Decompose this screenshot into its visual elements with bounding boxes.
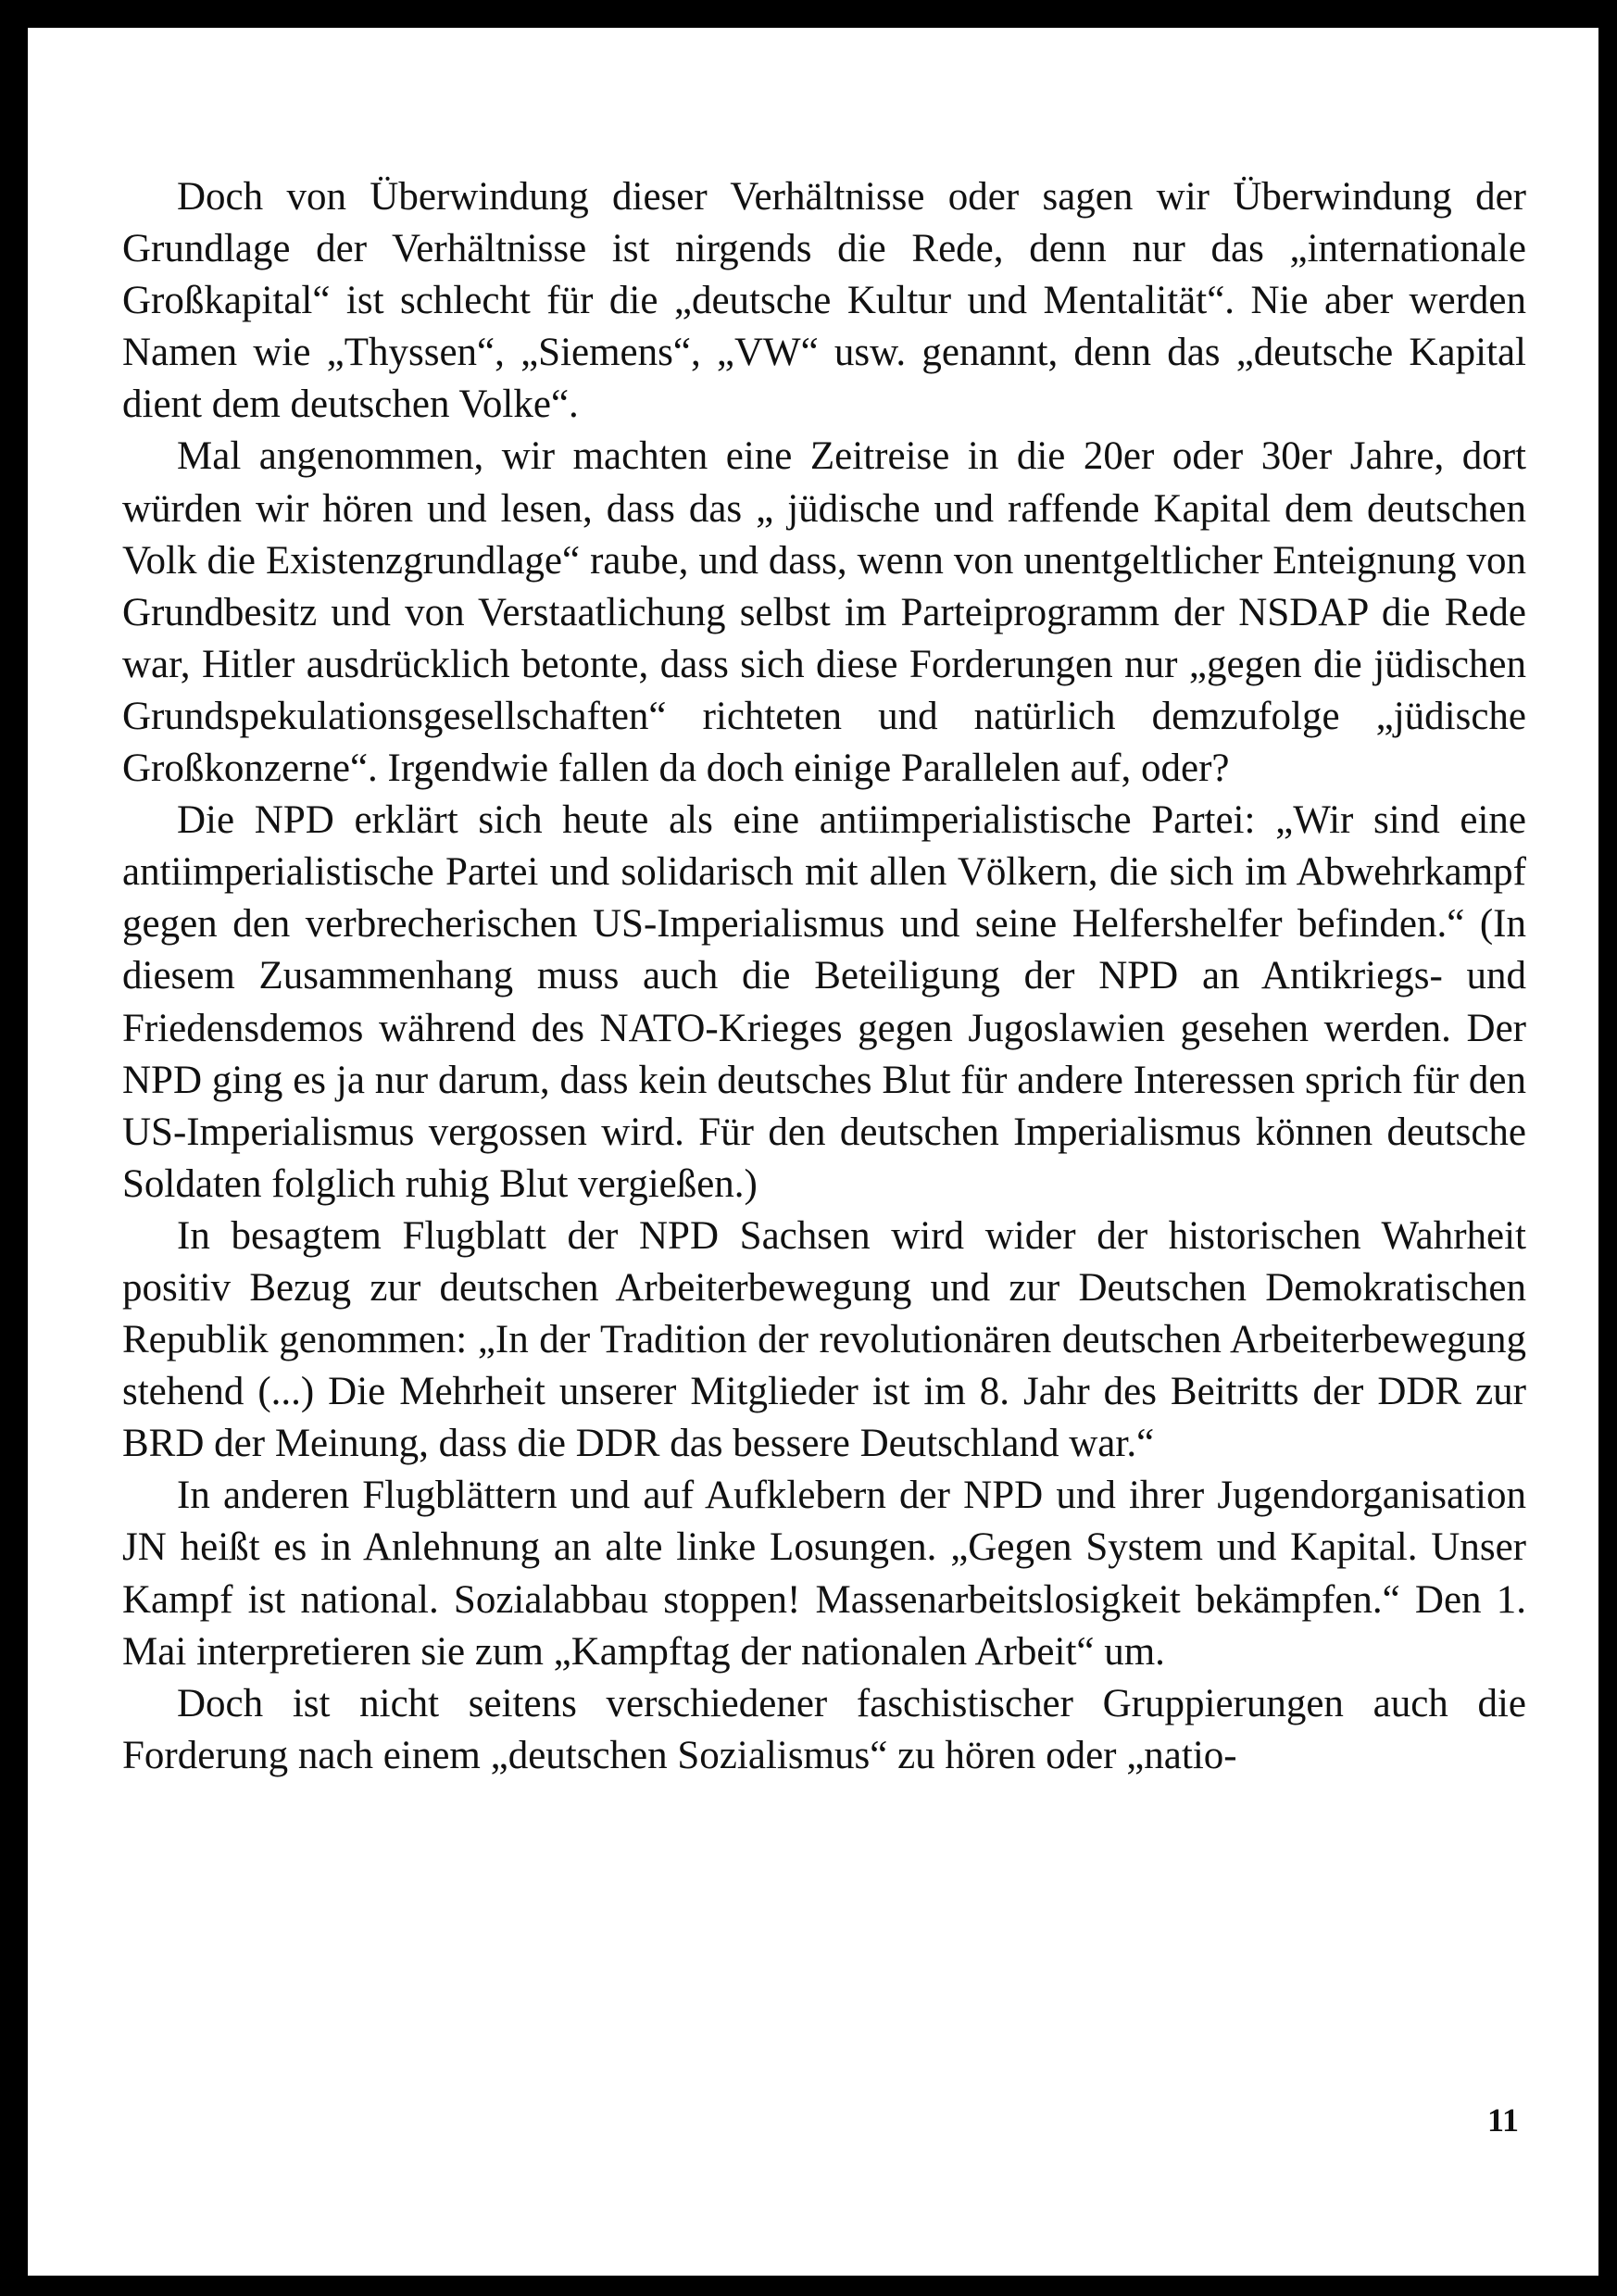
paragraph-1: Doch von Überwindung dieser Verhältnisse oder sagen wir Überwindung der Grundlage der Verhältnisse ist nirgends die Rede, denn nur das „internationale Großkapital“ ist schlecht für die „deutsche Kultur und Mentalität“. Nie aber werden Namen wie „Thyssen“, „Siemens“, „VW“ usw. genannt, denn das „deutsche Kapital dient dem deutschen Volke“.	[122, 175, 1526, 427]
paragraph-2: Mal angenommen, wir machten eine Zeitreise in die 20er oder 30er Jahre, dort würden wir hören und lesen, dass das „ jüdische und raffende Kapital dem deutschen Volk die Existenzgrundlage“ raube, und dass, wenn von unentgeltlicher Enteignung von Grundbesitz und von Verstaatlichung selbst im Parteiprogramm der NSDAP die Rede war, Hitler ausdrücklich betonte, dass sich diese Forderungen nur „gegen die jüdischen Grundspekulationsgesellschaften“ richteten und natürlich demzufolge „jüdische Großkonzerne“. Irgendwie fallen da doch einige Parallelen auf, oder?	[122, 434, 1526, 791]
page-number: 11	[1486, 2102, 1519, 2139]
paragraph-3: Die NPD erklärt sich heute als eine antiimperialistische Partei: „Wir sind eine antiimperialistische Partei und solidarisch mit allen Völkern, die sich im Abwehrkampf gegen den verbrecherischen US-Imperialismus und seine Helfershelfer befinden.“ (In diesem Zusammenhang muss auch die Beteiligung der NPD an Antikriegs- und Friedensdemos während des NATO-Krieges gegen Jugoslawien gesehen werden. Der NPD ging es ja nur darum, dass kein deutsches Blut für andere Interessen sprich für den US-Imperialismus vergossen wird. Für den deutschen Imperialismus können deutsche Soldaten folglich ruhig Blut vergießen.)	[122, 798, 1526, 1206]
paragraph-6: Doch ist nicht seitens verschiedener faschistischer Gruppierungen auch die Forderung nach einem „deutschen Sozialismus“ zu hören oder „natio-	[122, 1681, 1526, 1777]
paragraph-5: In anderen Flugblättern und auf Aufklebern der NPD und ihrer Jugendorganisation JN heißt es in Anlehnung an alte linke Losungen. „Gegen System und Kapital. Unser Kampf ist national. Sozialabbau stoppen! Massenarbeitslosigkeit bekämpfen.“ Den 1. Mai interpretieren sie zum „Kampftag der nationalen Arbeit“ um.	[122, 1474, 1526, 1674]
body-text	[122, 171, 1526, 1782]
paragraph-4: In besagtem Flugblatt der NPD Sachsen wird wider der historischen Wahrheit positiv Bezug zur deutschen Arbeiterbewegung und zur Deutschen Demokratischen Republik genommen: „In der Tradition der revolutionären deutschen Arbeiterbewegung stehend (...) Die Mehrheit unserer Mitglieder ist im 8. Jahr des Beitritts der DDR zur BRD der Meinung, dass die DDR das bessere Deutschland war.“	[122, 1213, 1526, 1466]
